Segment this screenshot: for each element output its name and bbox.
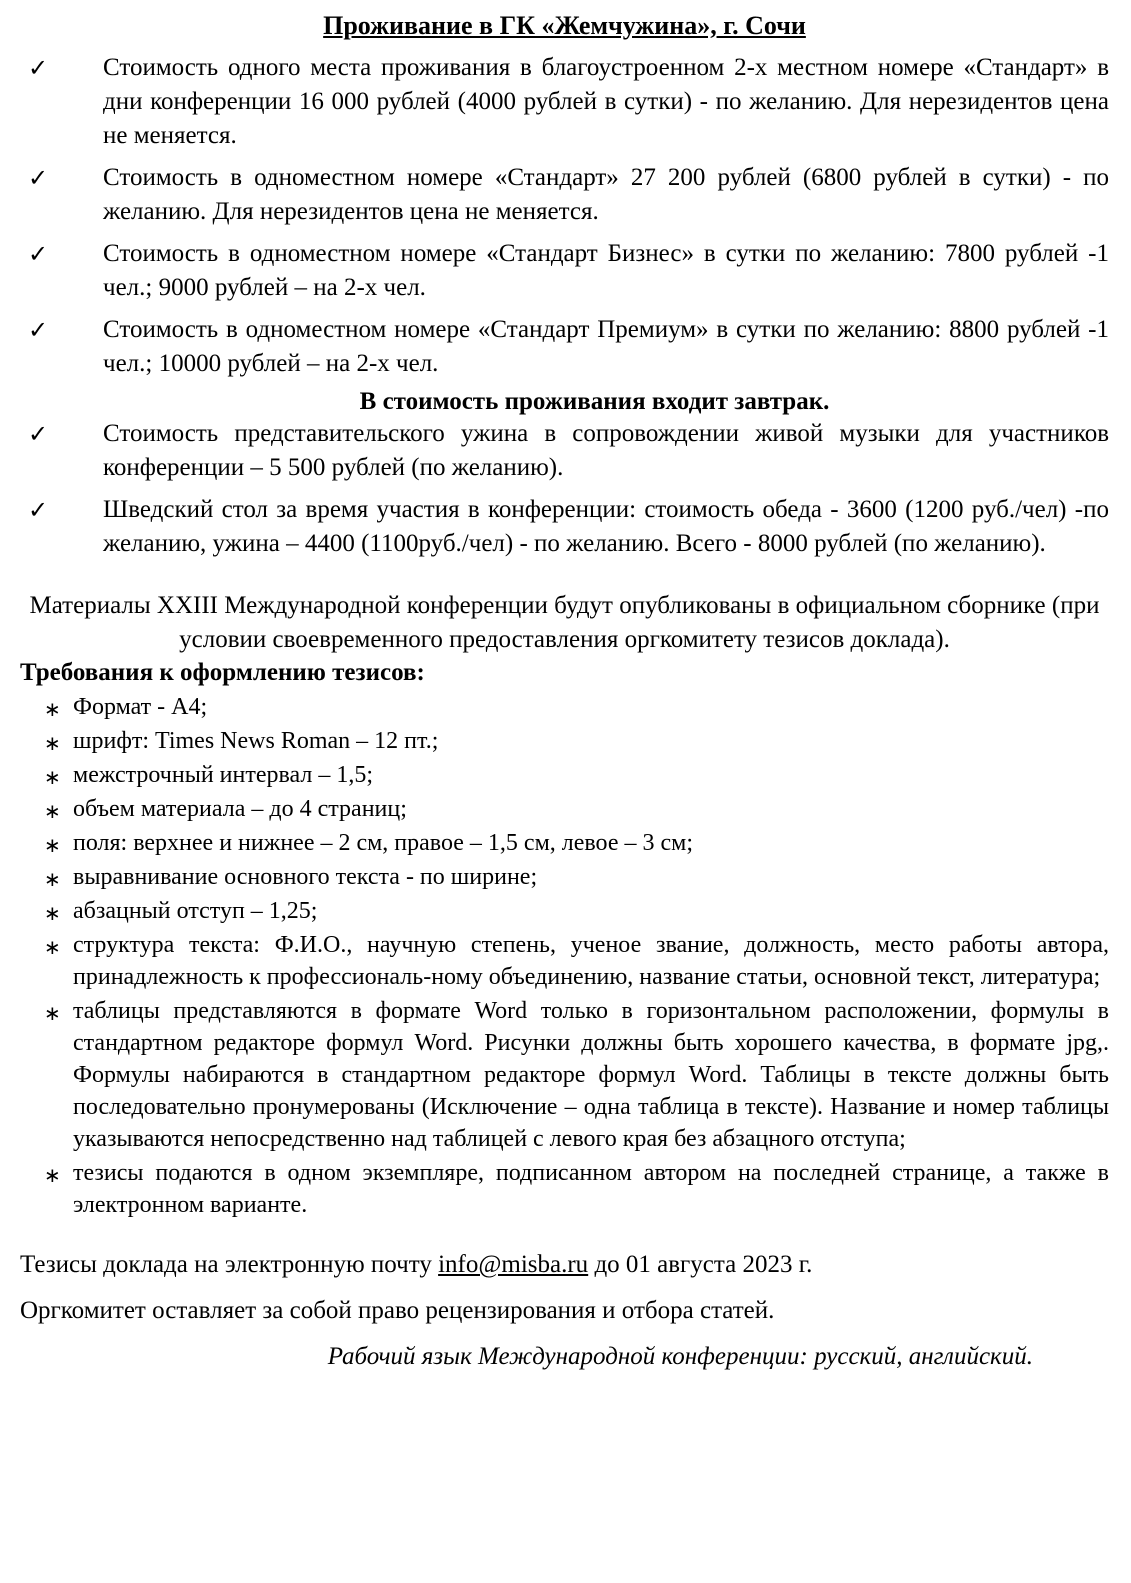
materials-note: Материалы XXIII Международной конференции будут опубликованы в официальном сборнике (при условии своевременного предоставления оргкомитету тезисов доклада).	[29, 592, 1100, 654]
checkmark-icon: ✓	[28, 164, 49, 193]
list-item	[20, 895, 1109, 927]
list-item	[20, 827, 1109, 859]
list-item-text: абзацный отступ – 1,25;	[73, 898, 318, 925]
review-note: Оргкомитет оставляет за собой право рецензирования и отбора статей.	[20, 1297, 775, 1325]
asterisk-bullet-icon: ∗	[44, 901, 61, 926]
list-item-text: тезисы подаются в одном экземпляре, подписанном автором на последней странице, а также в электронном варианте.	[73, 1160, 1109, 1219]
asterisk-bullet-icon: ∗	[44, 833, 61, 858]
asterisk-bullet-icon: ∗	[44, 1163, 61, 1188]
list-item-text: поля: верхнее и нижнее – 2 см, правое – 1,5 см, левое – 3 см;	[73, 830, 694, 857]
list-item	[20, 161, 1109, 229]
accommodation-list	[20, 51, 1109, 381]
breakfast-note: В стоимость проживания входит завтрак.	[359, 388, 830, 416]
requirements-list	[20, 691, 1109, 1221]
meals-list	[20, 417, 1109, 561]
language-note: Рабочий язык Международной конференции: русский, английский.	[327, 1343, 1033, 1371]
list-item	[20, 51, 1109, 153]
list-item	[20, 995, 1109, 1155]
list-item	[20, 237, 1109, 305]
list-item	[20, 493, 1109, 561]
checkmark-icon: ✓	[28, 420, 49, 449]
checkmark-icon: ✓	[28, 316, 49, 345]
list-item-text: Стоимость в одноместном номере «Стандарт Премиум» в сутки по желанию: 8800 рублей -1 чел.; 10000 рублей – на 2-х чел.	[103, 316, 1109, 378]
asterisk-bullet-icon: ∗	[44, 1001, 61, 1026]
asterisk-bullet-icon: ∗	[44, 731, 61, 756]
list-item-text: таблицы представляются в формате Word только в горизонтальном расположении, формулы в стандартном редакторе формул Word. Рисунки должны быть хорошего качества, в формате jpg,. Формулы набираются в стандартном редакторе формул Word. Таблицы в тексте должны быть последовательно пронумерованы (Исключение – одна таблица в тексте). Название и номер таблицы указываются непосредственно над таблицей с левого края без абзацного отступа;	[73, 998, 1109, 1153]
deadline-text: Тезисы доклада на электронную почту	[20, 1251, 439, 1279]
list-item-text: Стоимость одного места проживания в благоустроенном 2-х местном номере «Стандарт» в дни конференции 16 000 рублей (4000 рублей в сутки) - по желанию. Для нерезидентов цена не меняется.	[103, 54, 1109, 150]
list-item	[20, 725, 1109, 757]
list-item-text: Стоимость представительского ужина в сопровождении живой музыки для участников конференции – 5 500 рублей (по желанию).	[103, 420, 1109, 482]
checkmark-icon: ✓	[28, 240, 49, 269]
asterisk-bullet-icon: ∗	[44, 697, 61, 722]
list-item-text: объем материала – до 4 страниц;	[73, 796, 407, 823]
asterisk-bullet-icon: ∗	[44, 935, 61, 960]
list-item	[20, 759, 1109, 791]
list-item-text: выравнивание основного текста - по ширине;	[73, 864, 538, 891]
list-item	[20, 313, 1109, 381]
list-item	[20, 929, 1109, 993]
list-item	[20, 691, 1109, 723]
asterisk-bullet-icon: ∗	[44, 765, 61, 790]
deadline-note	[20, 1249, 1109, 1281]
list-item-text: Формат - А4;	[73, 694, 208, 721]
list-item	[20, 417, 1109, 485]
page-title: Проживание в ГК «Жемчужина», г. Сочи	[323, 11, 806, 40]
list-item-text: Стоимость в одноместном номере «Стандарт Бизнес» в сутки по желанию: 7800 рублей -1 чел.; 9000 рублей – на 2-х чел.	[103, 240, 1109, 302]
list-item	[20, 793, 1109, 825]
list-item	[20, 861, 1109, 893]
requirements-heading: Требования к оформлению тезисов:	[20, 659, 425, 687]
list-item-text: Стоимость в одноместном номере «Стандарт» 27 200 рублей (6800 рублей в сутки) - по желанию. Для нерезидентов цена не меняется.	[103, 164, 1109, 226]
list-item-text: межстрочный интервал – 1,5;	[73, 762, 374, 789]
deadline-date-text: до 01 августа 2023 г.	[588, 1251, 813, 1279]
list-item-text: структура текста: Ф.И.О., научную степень, ученое звание, должность, место работы автора, принадлежность к профессиональ-ному объединению, название статьи, основной текст, литература;	[73, 932, 1109, 991]
email-link[interactable]: info@misba.ru	[438, 1251, 589, 1279]
checkmark-icon: ✓	[28, 54, 49, 83]
asterisk-bullet-icon: ∗	[44, 799, 61, 824]
list-item-text: шрифт: Times News Roman – 12 пт.;	[73, 728, 439, 755]
checkmark-icon: ✓	[28, 496, 49, 525]
asterisk-bullet-icon: ∗	[44, 867, 61, 892]
list-item	[20, 1157, 1109, 1221]
list-item-text: Шведский стол за время участия в конференции: стоимость обеда - 3600 (1200 руб./чел) -по желанию, ужина – 4400 (1100руб./чел) - по желанию. Всего - 8000 рублей (по желанию).	[103, 496, 1109, 558]
